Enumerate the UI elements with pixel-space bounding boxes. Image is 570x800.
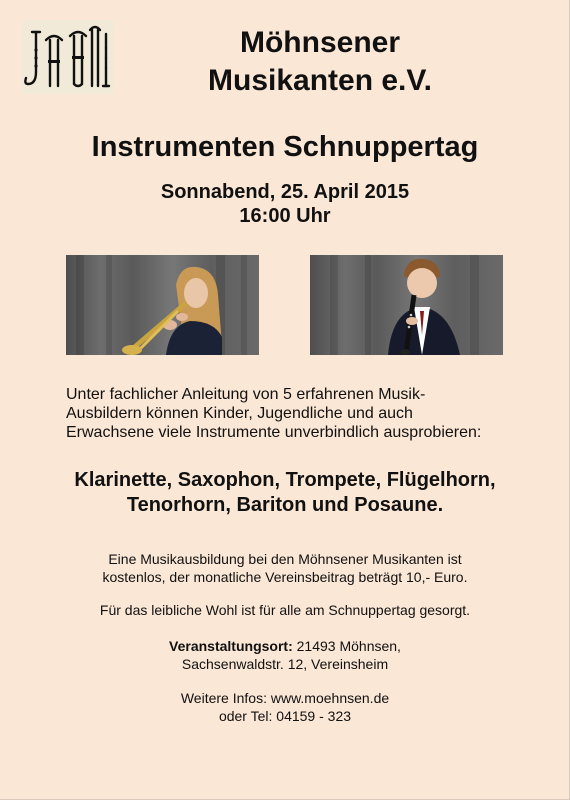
event-title: Instrumenten Schnuppertag [91, 131, 479, 163]
venue-line-1 [0, 637, 570, 655]
catering-info [0, 601, 570, 619]
photo-boy-playing-clarinet [310, 255, 503, 355]
intro-line-2: Ausbildern können Kinder, Jugendliche und auch [66, 405, 413, 422]
venue-info [0, 637, 570, 673]
instrument-list [0, 468, 570, 518]
contact-info [0, 689, 570, 725]
brass-instruments-icon [22, 20, 114, 94]
venue-address-postcode: 21493 Möhnsen, [292, 638, 401, 654]
intro-paragraph [66, 385, 526, 442]
event-time: 16:00 Uhr [239, 205, 331, 227]
intro-line-3: Erwachsene viele Instrumente unverbindlich ausprobieren: [66, 424, 482, 441]
catering-line-1: Für das leibliche Wohl ist für alle am Schnuppertag gesorgt. [99, 602, 471, 618]
instrument-list-line-1: Klarinette, Saxophon, Trompete, Flügelhorn, [74, 469, 496, 491]
intro-line-1: Unter fachlicher Anleitung von 5 erfahrenen Musik- [66, 386, 426, 403]
club-name-line-2: Musikanten e.V. [208, 64, 432, 97]
event-date: Sonnabend, 25. April 2015 [160, 181, 410, 203]
contact-phone: oder Tel: 04159 - 323 [218, 708, 352, 724]
venue-label: Veranstaltungsort: [169, 638, 293, 654]
club-logo [22, 20, 114, 94]
club-name [150, 24, 490, 100]
training-line-1: Eine Musikausbildung bei den Möhnsener Musikanten ist [108, 551, 462, 567]
photo-girl-playing-trumpet [66, 255, 259, 355]
instrument-list-line-2: Tenorhorn, Bariton und Posaune. [126, 494, 444, 516]
venue-line-2: Sachsenwaldstr. 12, Vereinsheim [181, 656, 389, 672]
training-line-2: kostenlos, der monatliche Vereinsbeitrag beträgt 10,- Euro. [102, 569, 468, 585]
training-info [0, 550, 570, 586]
contact-website: Weitere Infos: www.moehnsen.de [180, 690, 390, 706]
club-name-line-1: Möhnsener [239, 26, 401, 59]
